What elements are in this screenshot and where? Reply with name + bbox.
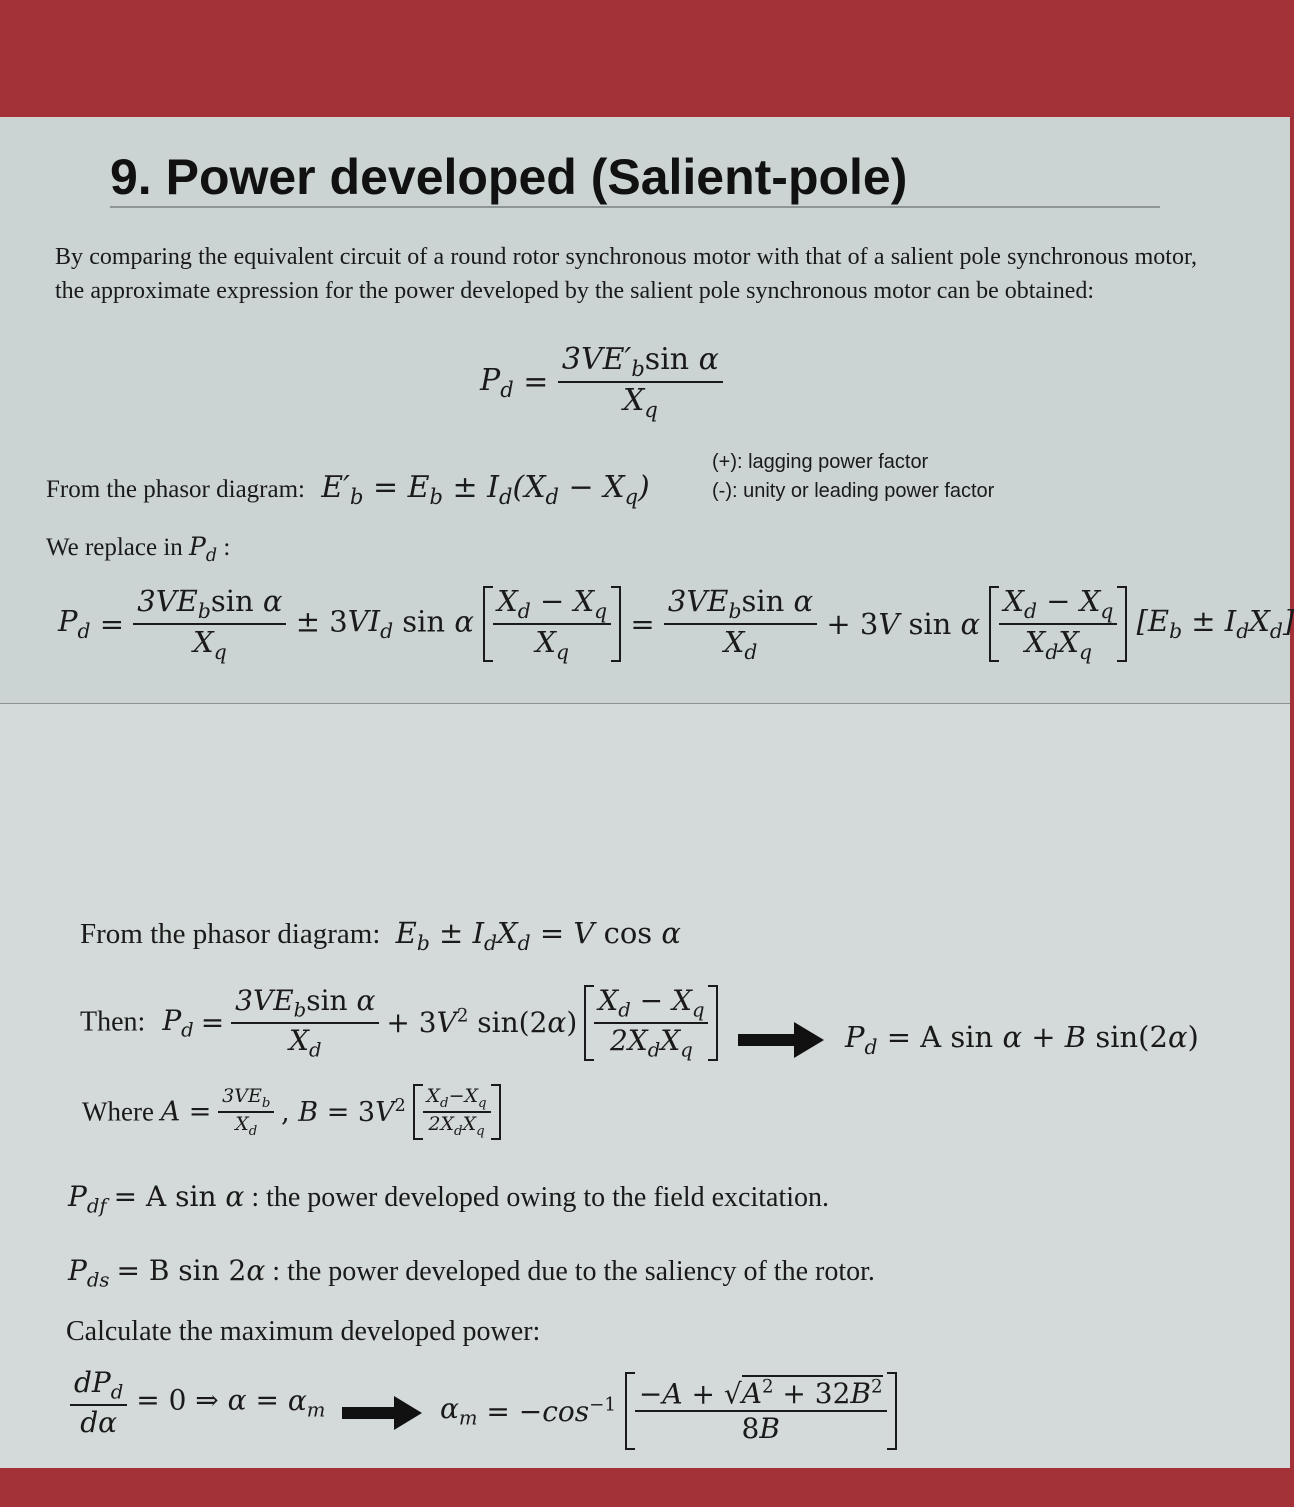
- right-arrow-icon: [738, 1022, 824, 1058]
- right-arrow-icon: [342, 1396, 422, 1430]
- pds-description: : the power developed due to the saliency of the rotor.: [272, 1256, 875, 1287]
- equation-eb-prime: $E'_b = E_b \pm I_d(X_d - X_q)$: [321, 470, 650, 509]
- equation-pd-expanded: $P_d$ = $\frac{3VE_b\sin \alpha}{X_q}$ ± $3VI_d$ sin α $\frac{X_d - X_q}{X_q}$ = $\frac{3VE_b\sin \alpha}{X_d}$ + 3V sin α $\frac{X_d - X_q}{X_dX_q}$ $[E_b \pm I_dX_d]$: [58, 584, 1294, 664]
- equation-pd-result: $P_d = A$ sin α + B sin(2α): [845, 1020, 1199, 1059]
- equation-pd-basic: $P_d$ = $\frac{3VE'_b\sin \alpha}{X_q}$: [480, 342, 723, 422]
- pds-line: $P_{ds} = B$ sin 2α : the power developed due to the saliency of the rotor.: [68, 1254, 875, 1292]
- where-line: Where A = $\frac{3VE_b}{X_d}$ , $B = 3V^2$ $\frac{X_d-X_q}{2X_dX_q}$: [82, 1084, 501, 1140]
- phasor-line-2: [80, 916, 681, 955]
- equation-eb-vcos: $E_b \pm I_dX_d = V$ cos α: [395, 916, 681, 955]
- phasor-label-2: From the phasor diagram:: [80, 918, 381, 950]
- then-line: Then: $P_d$ = $\frac{3VE_b\sin \alpha}{X_d}$ + $3V^2$ sin(2α) $\frac{X_d - X_q}{2X_dX_q}$: [80, 984, 718, 1061]
- bottom-red-band: [0, 1468, 1290, 1507]
- note-leading: (-): unity or leading power factor: [712, 480, 995, 502]
- where-label: Where: [82, 1096, 154, 1127]
- power-factor-notes: [712, 448, 994, 506]
- max-power-heading: Calculate the maximum developed power:: [66, 1316, 541, 1347]
- intro-paragraph: By comparing the equivalent circuit of a round rotor synchronous motor with that of a salient pole synchronous motor, the approximate expression for the power developed by the salient pole synchronous motor can be obtained:: [55, 244, 1197, 304]
- phasor-line-1: [46, 470, 650, 509]
- note-lagging: (+): lagging power factor: [712, 451, 929, 473]
- heading-rule: [110, 206, 1160, 208]
- then-label: Then:: [80, 1006, 146, 1038]
- equation-derivative: $\frac{dP_d}{d\alpha}$ = 0 ⇒ $\alpha = \alpha_m$: [70, 1366, 325, 1439]
- top-red-band: [0, 0, 1290, 117]
- replace-line: We replace in $P_d$ :: [46, 532, 231, 566]
- replace-label: We replace in: [46, 534, 183, 561]
- pdf-description: : the power developed owing to the field excitation.: [251, 1182, 830, 1213]
- equation-alpha-m: $\alpha_m = -\cos^{-1}$ $\frac{-A + √A^2 + 32B^2}{8B}$: [440, 1372, 897, 1450]
- section-heading: 9. Power developed (Salient-pole): [110, 149, 908, 205]
- pdf-line: $P_{df} = A$ sin α : the power developed owing to the field excitation.: [68, 1180, 830, 1218]
- pd-symbol: $P_d$: [189, 532, 218, 566]
- phasor-label-1: From the phasor diagram:: [46, 476, 305, 503]
